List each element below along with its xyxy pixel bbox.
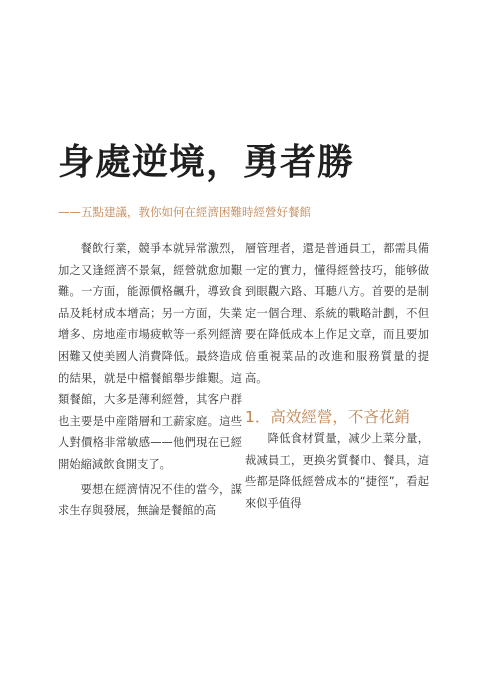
body-paragraph: 降低食材質量，减少上菜分量，裁减員工，更换劣質餐巾、餐具，這些都是降低經營成本的“捷徑”，看起來似乎值得 [245, 432, 429, 510]
left-column [58, 238, 242, 525]
right-column [245, 238, 429, 518]
body-paragraph: 層管理者，還是普通員工，都需具備一定的實力，懂得經營技巧，能够做到眼觀六路、耳聽八方。首要的是制定一個合理、系統的戰略計劃，不但要在降低成本上作足文章，而且要加倍重視菜品的改進和服務質量的提高。 [245, 242, 429, 385]
body-paragraph: 要想在經濟情况不佳的當今，謀求生存與發展，無論是餐館的高 [58, 482, 242, 518]
article-title: 身處逆境，勇者勝 [58, 142, 355, 183]
article-subtitle: ——五點建議，教你如何在經濟困難時經營好餐館 [58, 205, 311, 219]
body-paragraph: 餐飲行業，競爭本就异常激烈，加之又逢經濟不景氣，經營就愈加艱難。一方面，能源價格飆升，導致食品及耗材成本增高；另一方面，失業增多、房地産市場疲軟等一系列經濟困難又使美國人消費降低。最終造成的結果，就是中檔餐館舉步維艱。這類餐館，大多是薄利經營，其客户群也主要是中産階層和工薪家庭。這些人對價格非常敏感——他們現在已經開始縮減飲食開支了。 [58, 242, 242, 471]
section-heading: 1．高效經營，不吝花銷 [245, 408, 410, 427]
